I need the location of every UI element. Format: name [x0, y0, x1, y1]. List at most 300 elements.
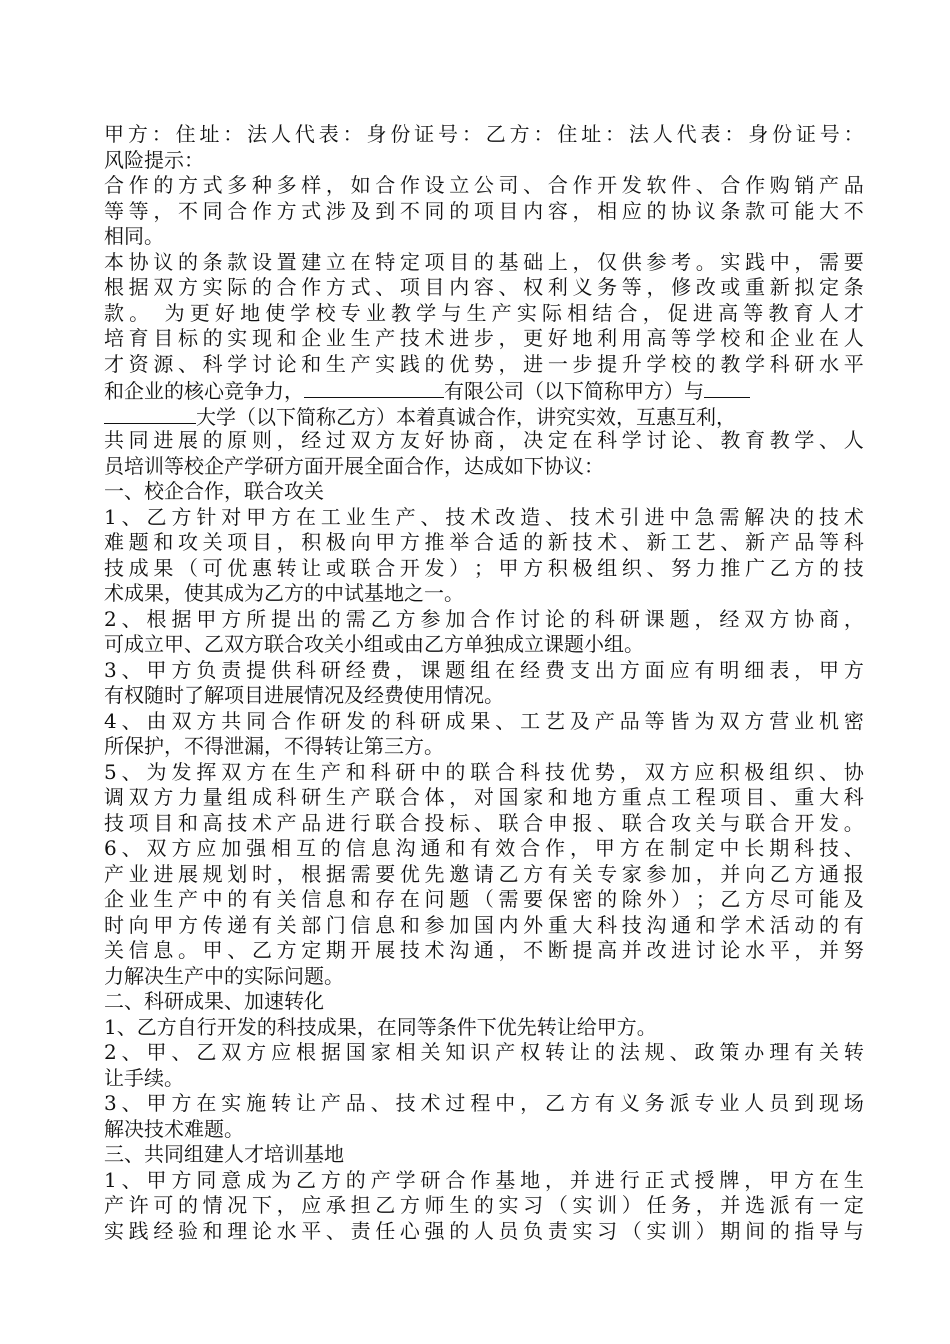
glyph: 机 — [819, 708, 840, 733]
glyph: 据 — [320, 1040, 341, 1064]
glyph: 应 — [271, 1040, 292, 1064]
glyph: 同 — [128, 428, 149, 452]
glyph: 在 — [271, 759, 292, 784]
glyph: ， — [843, 606, 864, 631]
glyph: 作 — [128, 173, 149, 197]
text-line — [104, 275, 864, 301]
glyph: 育 — [793, 300, 814, 325]
glyph: 产 — [320, 1091, 341, 1115]
text-line: 有权随时了解项目进展情况及经费使用情况。 — [104, 683, 504, 707]
glyph: 广 — [745, 555, 766, 580]
glyph: 申 — [547, 810, 568, 835]
glyph: 、 — [121, 1040, 142, 1064]
glyph: 重 — [547, 912, 568, 937]
glyph: 术 — [594, 504, 615, 529]
glyph: 理 — [227, 1218, 248, 1243]
glyph: 甲 — [594, 836, 615, 860]
text-line — [104, 352, 864, 378]
glyph: 训 — [671, 1218, 692, 1243]
glyph: 需 — [498, 887, 519, 911]
glyph: 规 — [644, 1040, 665, 1064]
glyph: 则 — [251, 428, 272, 452]
glyph: 务 — [597, 275, 618, 299]
glyph: 为 — [271, 1167, 292, 1192]
glyph: 、 — [375, 275, 396, 299]
glyph: 学 — [395, 1167, 416, 1192]
glyph: 式 — [669, 1167, 690, 1192]
glyph: 有 — [794, 1040, 815, 1064]
glyph: 和 — [445, 836, 466, 860]
glyph: ， — [695, 861, 716, 886]
glyph: 立 — [449, 173, 470, 197]
glyph: 标 — [449, 810, 470, 835]
text-line — [104, 658, 864, 684]
glyph: 特 — [375, 249, 396, 274]
glyph: 指 — [794, 1218, 815, 1243]
glyph: 题 — [449, 887, 470, 911]
glyph: 业 — [794, 326, 815, 350]
glyph: 方 — [320, 1167, 341, 1192]
glyph: 方 — [769, 606, 790, 631]
glyph: 方 — [395, 606, 416, 631]
glyph: 师 — [424, 1193, 445, 1217]
glyph: 加 — [449, 912, 470, 937]
glyph: 义 — [619, 1091, 640, 1115]
glyph: 教 — [769, 428, 790, 452]
glyph: 产 — [375, 326, 396, 350]
glyph: 合 — [445, 1167, 466, 1192]
glyph: 密 — [843, 708, 864, 733]
glyph: 现 — [819, 1091, 840, 1115]
glyph: 作 — [572, 173, 593, 197]
glyph: 产 — [495, 1040, 516, 1064]
glyph: 重 — [745, 275, 766, 299]
glyph: 提 — [246, 657, 267, 682]
glyph: 可 — [769, 198, 790, 223]
party-line-a — [104, 377, 864, 403]
glyph: 组 — [769, 759, 790, 784]
glyph: 术 — [597, 530, 618, 554]
text-line — [104, 836, 864, 862]
glyph: 办 — [744, 1040, 765, 1064]
glyph: 标 — [177, 326, 198, 350]
glyph: 术 — [843, 504, 864, 529]
glyph: 学 — [227, 351, 248, 376]
glyph: 费 — [370, 657, 391, 682]
glyph: 的 — [819, 555, 840, 580]
glyph: 方 — [171, 504, 192, 529]
glyph: 技 — [227, 810, 248, 835]
glyph: 或 — [720, 275, 741, 299]
glyph: 有 — [547, 861, 568, 886]
glyph: 方 — [177, 275, 198, 299]
glyph: 能 — [819, 887, 840, 911]
glyph: 甲 — [246, 504, 267, 529]
glyph: ， — [498, 326, 519, 350]
glyph: ， — [572, 249, 593, 274]
glyph: 、 — [669, 1040, 690, 1064]
glyph: 组 — [227, 785, 248, 809]
glyph: 经 — [301, 428, 322, 452]
glyph: 和 — [301, 351, 322, 376]
text-line — [104, 607, 864, 633]
glyph: 品 — [619, 708, 640, 733]
glyph: 和 — [276, 326, 297, 350]
glyph: 政 — [694, 1040, 715, 1064]
glyph: 促 — [667, 300, 688, 325]
glyph: 乙 — [545, 1091, 566, 1115]
glyph: 科 — [202, 351, 223, 376]
glyph: 同 — [202, 198, 223, 223]
glyph: 法 — [619, 1040, 640, 1064]
glyph: 方 — [745, 887, 766, 911]
glyph: 好 — [214, 300, 235, 325]
glyph: 地 — [572, 326, 593, 350]
glyph: 专 — [340, 300, 361, 325]
glyph: 进 — [523, 351, 544, 376]
glyph: 担 — [350, 1193, 371, 1217]
text-line — [104, 326, 864, 352]
text-line: 相同。 — [104, 224, 164, 248]
glyph: （ — [621, 1218, 642, 1243]
glyph: 极 — [325, 530, 346, 554]
glyph: 校 — [671, 351, 692, 376]
glyph: 外 — [646, 887, 667, 911]
glyph: 并 — [720, 1193, 741, 1217]
glyph: 共 — [104, 428, 124, 452]
glyph: 实 — [375, 351, 396, 376]
glyph: 与 — [441, 300, 462, 325]
glyph: 5 — [104, 759, 117, 784]
document-page — [104, 122, 864, 1244]
glyph: 。 — [129, 300, 150, 325]
glyph: 优 — [227, 555, 248, 580]
glyph: 双 — [171, 708, 192, 733]
glyph: 教 — [720, 428, 741, 452]
glyph: 住 — [175, 122, 196, 146]
glyph: 等 — [819, 530, 840, 554]
glyph: 决 — [523, 428, 544, 452]
glyph: ， — [695, 1193, 716, 1217]
glyph: 专 — [694, 1091, 715, 1115]
glyph: 攻 — [177, 530, 198, 554]
glyph: 作 — [495, 606, 516, 631]
glyph: 提 — [597, 351, 618, 376]
glyph: 合 — [470, 606, 491, 631]
glyph: 内 — [449, 275, 470, 299]
glyph: 成 — [251, 785, 272, 809]
text-line — [104, 428, 864, 454]
glyph: 方 — [509, 122, 530, 146]
glyph: 知 — [445, 1040, 466, 1064]
glyph: 问 — [424, 887, 445, 911]
text-line — [104, 505, 864, 531]
glyph: 企 — [104, 887, 124, 911]
glyph: 大 — [819, 198, 840, 223]
glyph: 涉 — [325, 198, 346, 223]
glyph: 和 — [153, 530, 174, 554]
glyph: 积 — [301, 530, 322, 554]
glyph: 作 — [470, 1167, 491, 1192]
text-line — [104, 785, 864, 811]
glyph: 课 — [644, 606, 665, 631]
glyph: 密 — [572, 887, 593, 911]
glyph: 方 — [196, 708, 217, 733]
glyph: 的 — [445, 759, 466, 784]
glyph: 和 — [345, 759, 366, 784]
glyph: 身 — [748, 122, 769, 146]
glyph: 款 — [104, 300, 124, 325]
glyph: 承 — [325, 1193, 346, 1217]
glyph: 新 — [769, 275, 790, 299]
glyph: 证 — [414, 122, 435, 146]
glyph: 划 — [227, 861, 248, 886]
glyph: 目 — [449, 249, 470, 274]
glyph: 皆 — [669, 708, 690, 733]
glyph: 合 — [495, 759, 516, 784]
text-line: 三、共同组建人才培训基地 — [104, 1142, 344, 1166]
glyph: ： — [843, 122, 864, 146]
glyph: 住 — [557, 122, 578, 146]
glyph: 产 — [491, 300, 512, 325]
glyph: 要 — [843, 249, 864, 274]
text-line — [104, 530, 864, 556]
glyph: 应 — [196, 836, 217, 860]
glyph: 根 — [146, 606, 167, 631]
text-line: 1、乙方自行开发的科技成果，在同等条件下优先转让给甲方。 — [104, 1014, 657, 1039]
glyph: 组 — [470, 657, 491, 682]
glyph: 6 — [104, 836, 117, 860]
glyph: 方 — [246, 1040, 267, 1064]
glyph: 中 — [669, 504, 690, 529]
glyph: ， — [276, 428, 297, 452]
glyph: 改 — [646, 938, 667, 962]
glyph: 定 — [843, 1193, 864, 1217]
glyph: ， — [572, 198, 593, 223]
glyph: 件 — [671, 173, 692, 197]
glyph: 育 — [128, 326, 149, 350]
glyph: 责 — [221, 657, 242, 682]
glyph: 产 — [350, 351, 371, 376]
glyph: 双 — [719, 708, 740, 733]
glyph: 应 — [301, 1193, 322, 1217]
glyph: 联 — [350, 555, 371, 580]
glyph: 行 — [619, 1167, 640, 1192]
glyph: 与 — [720, 810, 741, 835]
glyph: 细 — [744, 657, 765, 682]
glyph: 向 — [128, 912, 149, 937]
glyph: 、 — [695, 428, 716, 452]
glyph: 员 — [769, 1091, 790, 1115]
glyph: 置 — [276, 249, 297, 274]
glyph: 议 — [695, 198, 716, 223]
glyph: 或 — [325, 555, 346, 580]
glyph: 购 — [769, 173, 790, 197]
glyph: 品 — [345, 1091, 366, 1115]
glyph: 方 — [171, 1167, 192, 1192]
glyph: 理 — [769, 1040, 790, 1064]
glyph: ： — [223, 122, 244, 146]
glyph: ， — [498, 428, 519, 452]
glyph: 方 — [399, 1193, 420, 1217]
glyph: 关 — [420, 1040, 441, 1064]
glyph: 加 — [221, 836, 242, 860]
glyph: 实 — [720, 249, 741, 274]
glyph: 进 — [449, 326, 470, 350]
glyph: 派 — [669, 1091, 690, 1115]
glyph: 联 — [621, 810, 642, 835]
glyph: 明 — [719, 657, 740, 682]
text-line: 解决技术难题。 — [104, 1116, 244, 1141]
glyph: 选 — [745, 1193, 766, 1217]
glyph: 不 — [523, 938, 544, 962]
glyph: 乙 — [295, 1167, 316, 1192]
glyph: 条 — [843, 275, 864, 299]
glyph: 协 — [449, 428, 470, 452]
glyph: 艺 — [695, 530, 716, 554]
glyph: 到 — [794, 1091, 815, 1115]
glyph: 实 — [572, 1218, 593, 1243]
glyph: 专 — [597, 861, 618, 886]
glyph: 有 — [594, 1091, 615, 1115]
glyph: 期 — [769, 836, 790, 860]
glyph: 尽 — [769, 887, 790, 911]
glyph: 科 — [794, 836, 815, 860]
glyph: 应 — [694, 759, 715, 784]
glyph: 关 — [276, 912, 297, 937]
glyph: 家 — [370, 1040, 391, 1064]
glyph: 科 — [597, 428, 618, 452]
glyph: 存 — [375, 887, 396, 911]
glyph: ； — [695, 887, 716, 911]
glyph: 关 — [695, 810, 716, 835]
glyph: 高 — [646, 326, 667, 350]
glyph: ； — [473, 555, 494, 580]
glyph: 同 — [196, 1167, 217, 1192]
glyph: 供 — [271, 657, 292, 682]
glyph: 合 — [276, 275, 297, 299]
glyph: 人 — [843, 326, 864, 350]
glyph: 地 — [520, 1167, 541, 1192]
glyph: 和 — [695, 912, 716, 937]
glyph: 解 — [744, 504, 765, 529]
glyph: 时 — [104, 912, 124, 937]
glyph: 和 — [202, 1218, 223, 1243]
glyph: 研 — [420, 1167, 441, 1192]
glyph: 产 — [819, 173, 840, 197]
glyph: 等 — [671, 326, 692, 350]
glyph: 技 — [104, 555, 124, 580]
glyph: 在 — [572, 428, 593, 452]
glyph: 证 — [795, 122, 816, 146]
glyph: 行 — [350, 810, 371, 835]
glyph: 任 — [375, 1218, 396, 1243]
glyph: 方 — [843, 657, 864, 682]
glyph: ， — [794, 249, 815, 274]
glyph: 论 — [276, 351, 297, 376]
glyph: 身 — [366, 122, 387, 146]
glyph: 更 — [189, 300, 210, 325]
glyph: 家 — [523, 785, 544, 809]
glyph: 目 — [745, 785, 766, 809]
text-line — [104, 887, 864, 913]
glyph: 校 — [315, 300, 336, 325]
glyph: 种 — [251, 173, 272, 197]
glyph: 方 — [177, 912, 198, 937]
glyph: 造 — [520, 504, 541, 529]
glyph: 方 — [794, 861, 815, 886]
glyph: 的 — [597, 887, 618, 911]
glyph: 源 — [153, 351, 174, 376]
glyph: ， — [325, 173, 346, 197]
glyph: 、 — [473, 810, 494, 835]
glyph: 3 — [104, 1091, 117, 1115]
glyph: 合 — [547, 173, 568, 197]
glyph: 教 — [720, 351, 741, 376]
glyph: 训 — [597, 1193, 618, 1217]
glyph: （ — [473, 887, 494, 911]
glyph: 急 — [694, 504, 715, 529]
glyph: 转 — [843, 1040, 864, 1064]
glyph: 乙 — [375, 1193, 396, 1217]
glyph: 强 — [246, 836, 267, 860]
glyph: 定 — [694, 836, 715, 860]
glyph: 品 — [301, 810, 322, 835]
glyph: 成 — [246, 1167, 267, 1192]
glyph: 建 — [301, 249, 322, 274]
text-line: 可成立甲、乙双方联合攻关小组或由乙方单独成立课题小组。 — [104, 632, 644, 656]
glyph: 1 — [104, 1167, 117, 1192]
glyph: 科 — [276, 785, 297, 809]
glyph: 国 — [473, 912, 494, 937]
glyph: 递 — [227, 912, 248, 937]
glyph: 部 — [301, 912, 322, 937]
glyph: 企 — [769, 326, 790, 350]
glyph: 和 — [177, 810, 198, 835]
glyph: 方 — [523, 555, 544, 580]
glyph: 在 — [196, 1091, 217, 1115]
glyph: 技 — [572, 530, 593, 554]
glyph: 方 — [619, 836, 640, 860]
glyph: 资 — [128, 351, 149, 376]
glyph: 优 — [569, 759, 590, 784]
glyph: 要 — [375, 861, 396, 886]
glyph: 乙 — [769, 555, 790, 580]
glyph: 经 — [153, 1218, 174, 1243]
glyph: 式 — [202, 173, 223, 197]
glyph: 可 — [794, 887, 815, 911]
glyph: 法 — [247, 122, 268, 146]
glyph: 参 — [420, 606, 441, 631]
glyph: 、 — [227, 938, 248, 962]
glyph: 、 — [171, 1040, 192, 1064]
glyph: 学 — [720, 912, 741, 937]
glyph: 合 — [617, 300, 638, 325]
glyph: 术 — [424, 326, 445, 350]
glyph: 高 — [597, 938, 618, 962]
glyph: 活 — [769, 912, 790, 937]
glyph: 和 — [745, 326, 766, 350]
glyph: 方 — [744, 708, 765, 733]
glyph: 法 — [628, 122, 649, 146]
glyph: 参 — [646, 861, 667, 886]
glyph: 织 — [794, 759, 815, 784]
glyph: 过 — [325, 428, 346, 452]
glyph: 惠 — [251, 555, 272, 580]
glyph: 加 — [445, 606, 466, 631]
glyph: 、 — [843, 836, 864, 860]
glyph: ， — [520, 1091, 541, 1115]
